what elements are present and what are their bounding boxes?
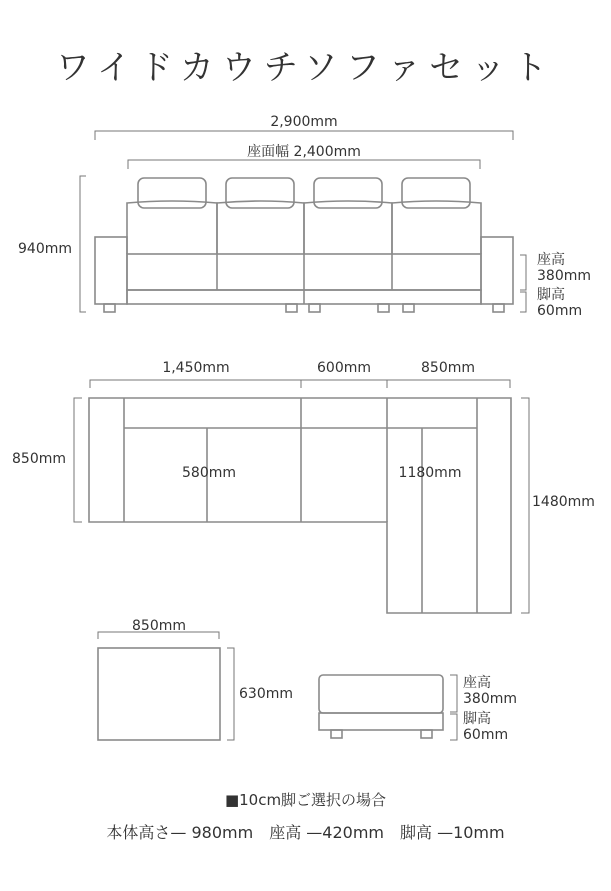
total-depth-label: 1480mm: [532, 494, 595, 510]
ottoman-leg-height-value: 60mm: [463, 727, 509, 743]
front-seat-height-title: 座高: [537, 252, 565, 268]
seat-width-label: 座面幅 2,400mm: [247, 144, 361, 160]
page-title: ワイドカウチソファセット: [55, 48, 556, 88]
front-height-label: 940mm: [18, 241, 72, 257]
chaise-depth-label: 1180mm: [398, 465, 462, 481]
leg-option-dimensions: 本体高さ— 980mm 座高 —420mm 脚高 —10mm: [106, 823, 505, 842]
leg-option-heading: ■10cm脚ご選択の場合: [224, 791, 387, 809]
ottoman-top-view: [98, 632, 234, 740]
top-width-2-label: 600mm: [317, 360, 371, 376]
ottoman-depth-label: 630mm: [239, 686, 293, 702]
top-depth-left-label: 850mm: [12, 451, 66, 467]
ottoman-leg-height-title: 脚高: [463, 711, 491, 727]
front-leg-height-title: 脚高: [537, 287, 565, 303]
ottoman-width-label: 850mm: [132, 618, 186, 634]
ottoman-front-view: [319, 675, 457, 740]
front-leg-height-value: 60mm: [537, 303, 583, 319]
top-view-sofa: [74, 380, 529, 613]
top-width-3-label: 850mm: [421, 360, 475, 376]
front-seat-height-value: 380mm: [537, 268, 591, 284]
ottoman-seat-height-title: 座高: [463, 675, 491, 691]
total-width-label: 2,900mm: [270, 114, 338, 130]
seat-depth-label: 580mm: [182, 465, 236, 481]
ottoman-seat-height-value: 380mm: [463, 691, 517, 707]
top-width-1-label: 1,450mm: [162, 360, 230, 376]
